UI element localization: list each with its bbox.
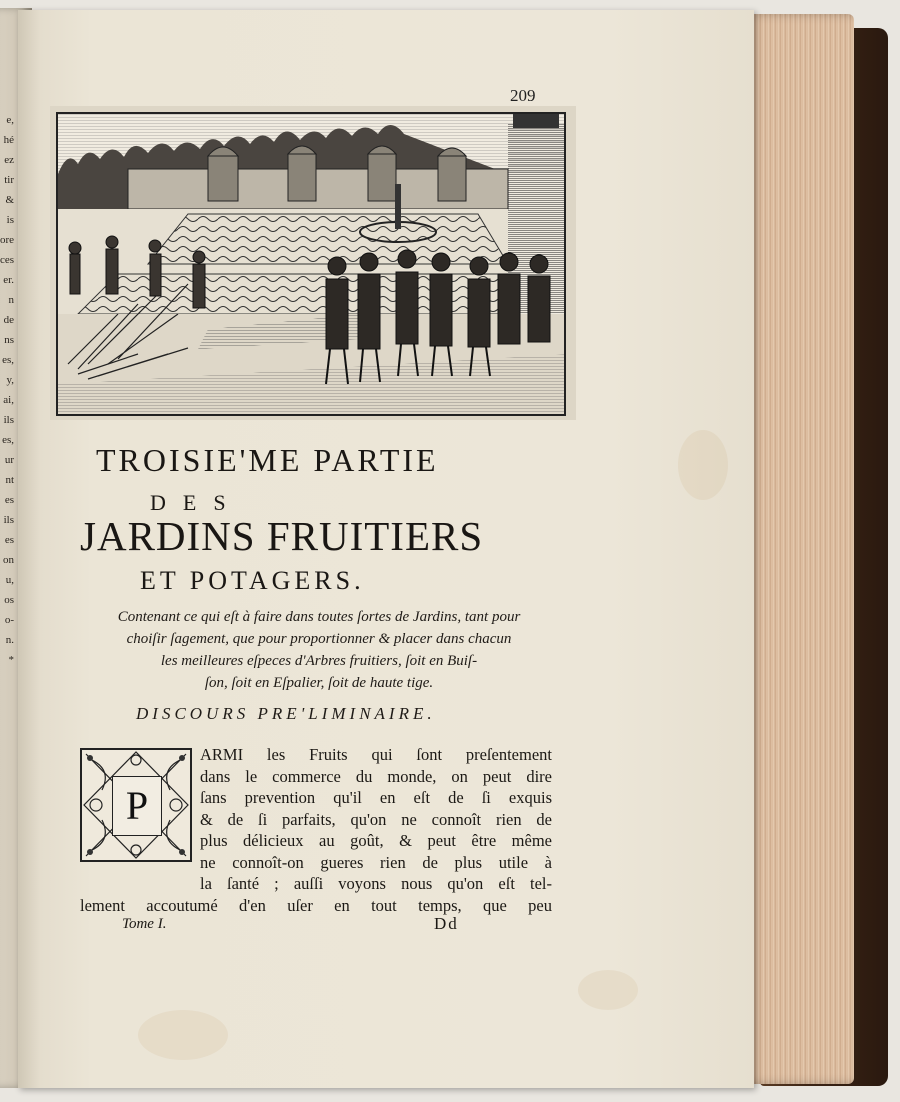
- left-margin-fragment: de: [3, 314, 14, 326]
- left-margin-fragment: ns: [4, 334, 14, 346]
- left-page-margin-text: [0, 110, 14, 670]
- left-margin-fragment: ai,: [3, 394, 14, 406]
- left-margin-fragment: es,: [2, 354, 14, 366]
- page-number: 209: [510, 86, 536, 105]
- left-margin-fragment: os: [4, 594, 14, 606]
- left-margin-fragment: er.: [3, 274, 14, 286]
- left-margin-fragment: n: [8, 294, 14, 306]
- left-margin-fragment: on: [3, 554, 14, 566]
- left-margin-fragment: es: [4, 494, 14, 506]
- body-paragraph: [200, 744, 552, 895]
- left-margin-fragment: hé: [3, 134, 14, 146]
- left-margin-fragment: e,: [6, 114, 14, 126]
- body-line: dans le commerce du monde, on peut dire: [200, 766, 552, 786]
- left-margin-fragment: y,: [6, 374, 14, 386]
- section-heading: DISCOURS PRE'LIMINAIRE.: [136, 704, 436, 723]
- drop-cap-letter: P: [112, 776, 162, 836]
- title-line-et-potagers: ET POTAGERS.: [140, 566, 365, 595]
- garden-engraving-illustration: [56, 112, 566, 416]
- left-margin-fragment: u,: [5, 574, 14, 586]
- left-margin-fragment: ils: [3, 514, 14, 526]
- left-margin-fragment: ces: [0, 254, 14, 266]
- left-margin-fragment: &: [5, 194, 14, 206]
- left-margin-fragment: ez: [4, 154, 14, 166]
- body-line-full-width: lement accoutumé d'en uſer en tout temps, que peu: [80, 896, 552, 915]
- left-margin-fragment: nt: [5, 474, 14, 486]
- page-edges: [742, 14, 854, 1084]
- left-margin-fragment: es: [4, 534, 14, 546]
- subtitle: [84, 606, 554, 694]
- body-line: & de ſi parfaits, qu'on ne connoît rien de: [200, 809, 552, 829]
- left-margin-fragment: ils: [3, 414, 14, 426]
- subtitle-line: ſon, ſoit en Eſpalier, ſoit de haute tige.: [204, 675, 434, 691]
- body-line: ne connoît-on gueres rien de plus utile à: [200, 852, 552, 872]
- body-line: ſans prevention qu'il en eſt de ſi exquis: [200, 788, 552, 807]
- subtitle-line: Contenant ce qui eſt à faire dans toutes ſortes de Jardins, tant pour: [117, 609, 521, 625]
- subtitle-line: choiſir ſagement, que pour proportionner & placer dans chacun: [126, 631, 512, 647]
- left-margin-fragment: ur: [4, 454, 14, 466]
- title-line-jardins-fruitiers: JARDINS FRUITIERS: [80, 513, 484, 559]
- footer-volume: Tome I.: [122, 916, 167, 932]
- left-margin-fragment: is: [6, 214, 14, 226]
- left-margin-fragment: *: [8, 654, 14, 666]
- title-line-troisieme-partie: TROISIE'ME PARTIE: [96, 442, 439, 478]
- left-margin-fragment: o-: [4, 614, 14, 626]
- subtitle-line: les meilleures eſpeces d'Arbres fruitiers, ſoit en Buiſ-: [160, 653, 478, 669]
- left-margin-fragment: n.: [5, 634, 14, 646]
- body-line: ARMI les Fruits qui ſont preſentement: [200, 745, 552, 764]
- ornamental-drop-cap: [80, 748, 192, 862]
- left-margin-fragment: tir: [4, 174, 14, 186]
- left-margin-fragment: ore: [0, 234, 14, 246]
- title-line-des: DES: [150, 490, 243, 515]
- body-line: plus délicieux au goût, & peut être même: [200, 831, 552, 850]
- body-line: la ſanté ; auſſi voyons nous qu'on eſt tel-: [200, 874, 552, 893]
- left-margin-fragment: es,: [2, 434, 14, 446]
- footer-signature-mark: Dd: [434, 914, 459, 933]
